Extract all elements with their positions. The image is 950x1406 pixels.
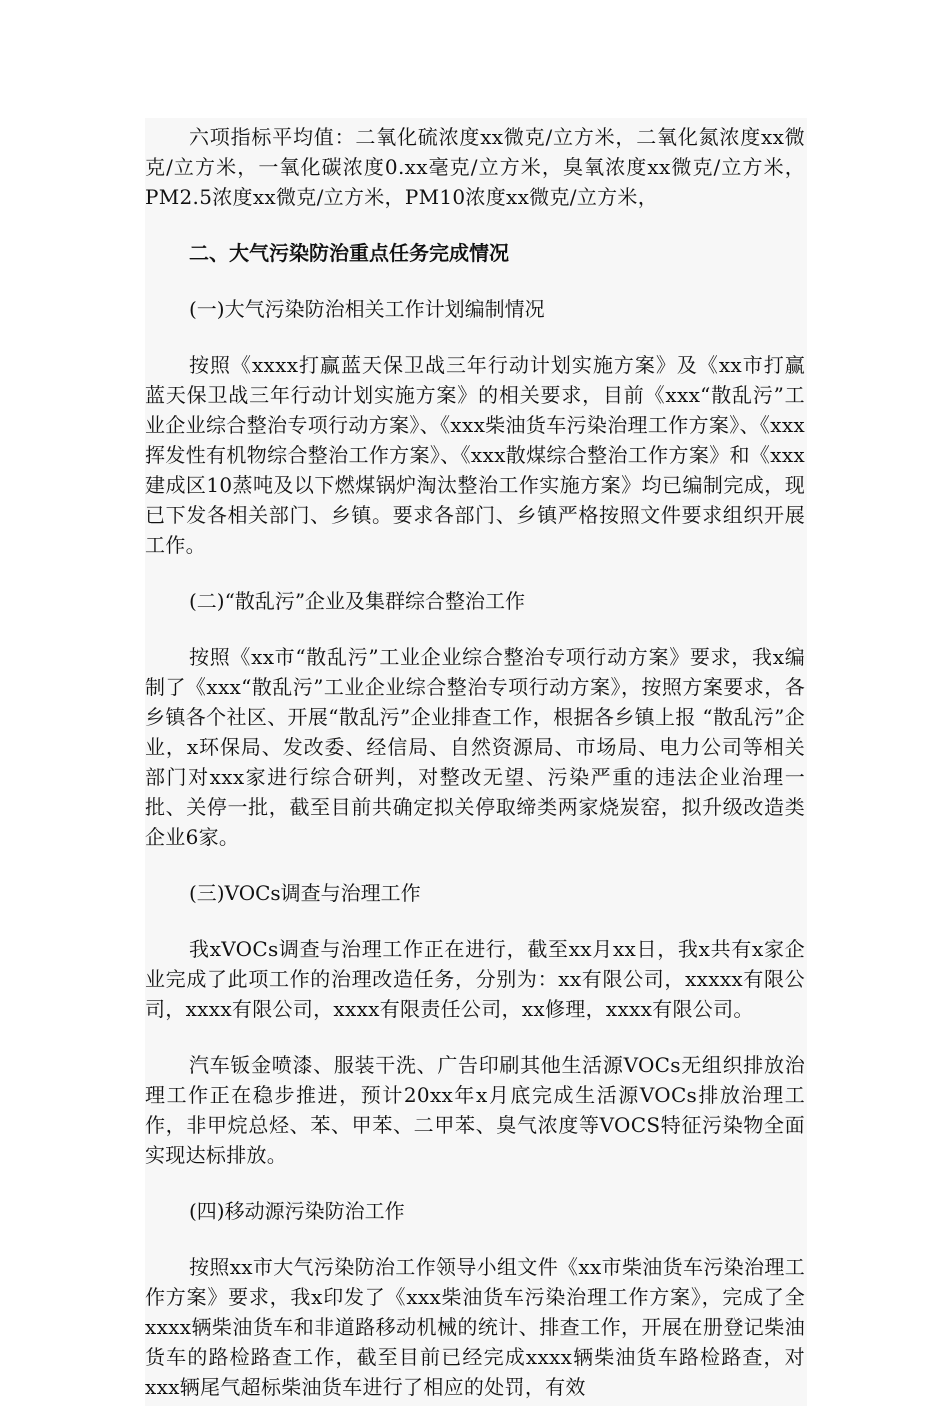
- paragraph-vocs-survey: 我xVOCs调查与治理工作正在进行，截至xx月xx日，我x共有x家企业完成了此项工作的治理改造任务，分别为：xx有限公司，xxxxx有限公司，xxxx有限公司，xxxx有限责任公司，xx修理，xxxx有限公司。: [145, 937, 805, 1021]
- spacer: [145, 1226, 807, 1252]
- spacer: [145, 560, 807, 586]
- subsection-heading-2: (二)“散乱污”企业及集群综合整治工作: [189, 589, 526, 613]
- spacer: [145, 1170, 807, 1196]
- paragraph-indicators: 六项指标平均值：二氧化硫浓度xx微克/立方米，二氧化氮浓度xx微克/立方米，一氧化碳浓度0.xx毫克/立方米，臭氧浓度xx微克/立方米，PM2.5浓度xx微克/立方米，PM10浓度xx微克/立方米，: [145, 125, 805, 209]
- spacer: [145, 616, 807, 642]
- spacer: [145, 852, 807, 878]
- spacer: [145, 908, 807, 934]
- paragraph-vocs-life: 汽车钣金喷漆、服装干洗、广告印刷其他生活源VOCs无组织排放治理工作正在稳步推进，预计20xx年x月底完成生活源VOCs排放治理工作，非甲烷总烃、苯、甲苯、二甲苯、臭气浓度等VOCS特征污染物全面实现达标排放。: [145, 1053, 805, 1167]
- spacer: [145, 1024, 807, 1050]
- subsection-heading-1: (一)大气污染防治相关工作计划编制情况: [189, 297, 545, 321]
- subsection-heading-4: (四)移动源污染防治工作: [189, 1199, 405, 1223]
- subsection-heading-3: (三)VOCs调查与治理工作: [189, 881, 421, 905]
- paragraph-rectification: 按照《xx市“散乱污”工业企业综合整治专项行动方案》要求，我x编制了《xxx“散乱污”工业企业综合整治专项行动方案》，按照方案要求，各乡镇各个社区、开展“散乱污”企业排查工作，根据各乡镇上报 “散乱污”企业，x环保局、发改委、经信局、自然资源局、市场局、电力公司等相关部门对xxx家进行综合研判，对整改无望、污染严重的违法企业治理一批、关停一批，截至目前共确定拟关停取缔类两家烧炭窑，拟升级改造类企业6家。: [145, 645, 805, 849]
- spacer: [145, 324, 807, 350]
- paragraph-mobile-source: 按照xx市大气污染防治工作领导小组文件《xx市柴油货车污染治理工作方案》要求，我x印发了《xxx柴油货车污染治理工作方案》，完成了全xxxx辆柴油货车和非道路移动机械的统计、排查工作，开展在册登记柴油货车的路检路查工作，截至目前已经完成xxxx辆柴油货车路检路查，对xxx辆尾气超标柴油货车进行了相应的处罚，有效: [145, 1255, 805, 1399]
- spacer: [145, 268, 807, 294]
- paragraph-plan: 按照《xxxx打赢蓝天保卫战三年行动计划实施方案》及《xx市打赢蓝天保卫战三年行动计划实施方案》的相关要求，目前《xxx“散乱污”工业企业综合整治专项行动方案》、《xxx柴油货车污染治理工作方案》、《xxx挥发性有机物综合整治工作方案》、《xxx散煤综合整治工作方案》和《xxx建成区10蒸吨及以下燃煤锅炉淘汰整治工作实施方案》均已编制完成，现已下发各相关部门、乡镇。要求各部门、乡镇严格按照文件要求组织开展工作。: [145, 353, 805, 557]
- section-heading: 二、大气污染防治重点任务完成情况: [189, 241, 509, 265]
- document-body: [145, 118, 807, 1406]
- spacer: [145, 212, 807, 238]
